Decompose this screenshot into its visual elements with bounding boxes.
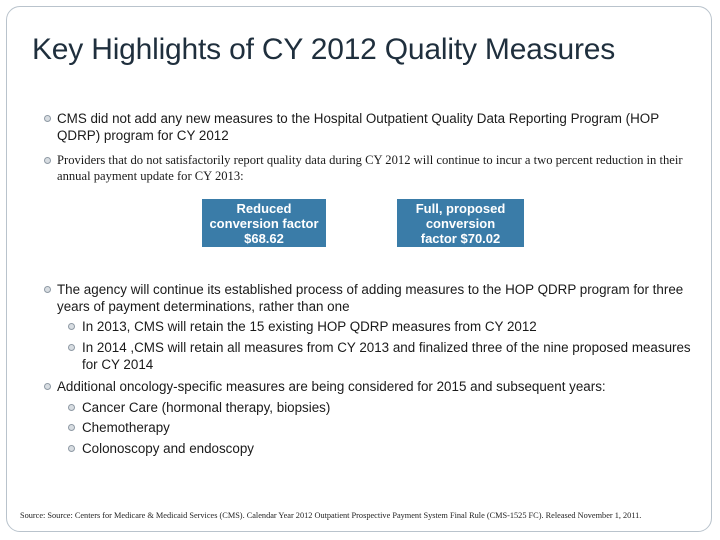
reduced-conversion-factor-box: Reduced conversion factor $68.62 — [202, 199, 326, 247]
bullet-item — [44, 281, 694, 315]
sub-bullet-text: In 2013, CMS will retain the 15 existing HOP QDRP measures from CY 2012 — [82, 319, 537, 334]
bullet-text: Additional oncology-specific measures are being considered for 2015 and subsequent years: — [57, 379, 606, 394]
bullet-item — [44, 378, 694, 395]
bullet-icon — [44, 115, 51, 122]
bullet-text: Providers that do not satisfactorily report quality data during CY 2012 will continue to incur a two percent reduction in their annual payment update for CY 2013: — [57, 153, 683, 183]
bullet-icon — [68, 424, 75, 431]
bullet-icon — [44, 157, 51, 164]
sub-bullet-item — [68, 440, 694, 457]
bullet-icon — [68, 445, 75, 452]
sub-bullet-item — [68, 399, 694, 416]
sub-bullet-text: Chemotherapy — [82, 420, 170, 435]
sub-bullet-item — [68, 339, 694, 373]
slide-title: Key Highlights of CY 2012 Quality Measures — [32, 33, 616, 66]
bullet-item — [44, 110, 694, 144]
bullet-item — [44, 152, 694, 184]
sub-bullet-item — [68, 318, 694, 335]
sub-bullet-text: In 2014 ,CMS will retain all measures from CY 2013 and finalized three of the nine proposed measures for CY 2014 — [82, 340, 691, 372]
sub-bullet-text: Cancer Care (hormonal therapy, biopsies) — [82, 400, 331, 415]
full-conversion-factor-box: Full, proposed conversion factor $70.02 — [397, 199, 524, 247]
source-citation: Source: Source: Centers for Medicare & Medicaid Services (CMS). Calendar Year 2012 Outpatient Prospective Payment System Final Rule (CMS-1525 FC). Released November 1, 2011. — [20, 511, 642, 520]
bullet-icon — [68, 404, 75, 411]
bullet-text: The agency will continue its established process of adding measures to the HOP QDRP program for three years of payment determinations, rather than one — [57, 282, 684, 314]
sub-bullet-item — [68, 419, 694, 436]
bullet-icon — [44, 286, 51, 293]
sub-bullet-text: Colonoscopy and endoscopy — [82, 441, 254, 456]
bullet-icon — [44, 383, 51, 390]
bullet-text: CMS did not add any new measures to the Hospital Outpatient Quality Data Reporting Program (HOP QDRP) program for CY 2012 — [57, 111, 659, 143]
bullet-icon — [68, 344, 75, 351]
bullet-icon — [68, 323, 75, 330]
